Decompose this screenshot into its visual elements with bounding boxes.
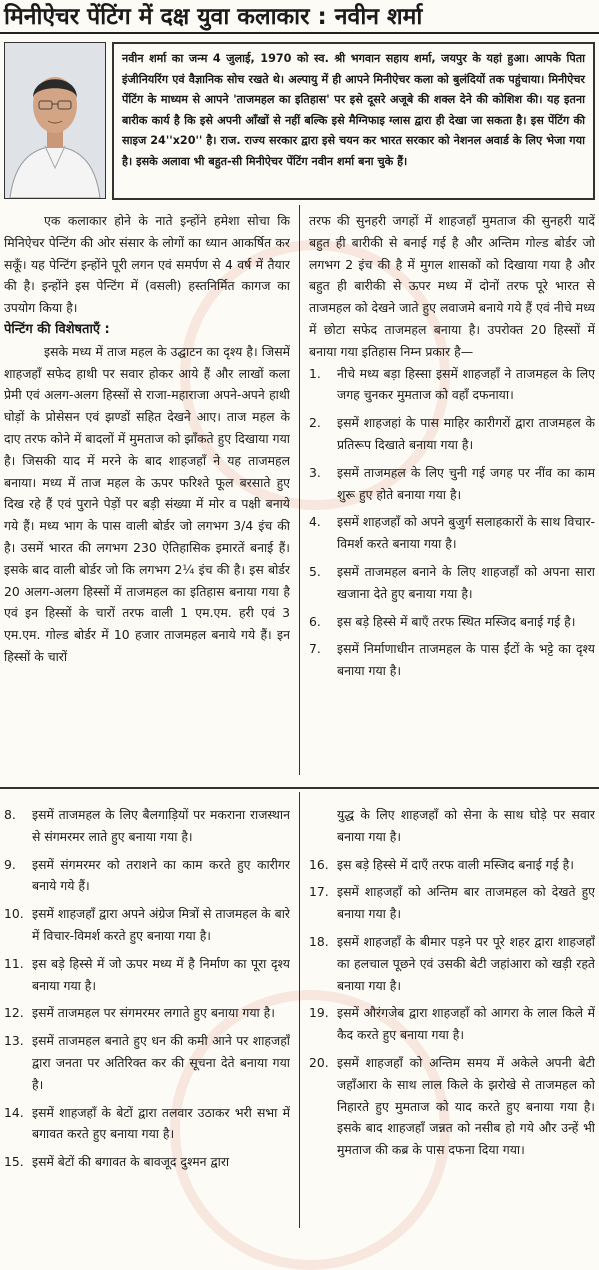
list-item-text: इसमें ताजमहल पर संगमरमर लगाते हुए बनाया गया है। (32, 1005, 275, 1021)
list-item-continued (309, 804, 595, 848)
list-item-text: इसमें शाहजहाँ द्वारा अपने अंग्रेज मित्रों से ताजमहल के बारे में विचार-विमर्श करते हुए बनाया गया है। (32, 906, 290, 943)
list-item (309, 611, 595, 633)
history-list-3 (309, 854, 595, 1161)
bio-text: नवीन शर्मा का जन्म 4 जुलाई, 1970 को स्व. श्री भगवान सहाय शर्मा, जयपुर के यहां हुआ। आपके पिता इंजीनियरिंग एवं वैज्ञानिक सोच रखते थे। अल्पायु में ही आपने मिनीऐचर कला को बुलंदियों तक पहुंचाया। मिनीऐचर पेंटिंग के माध्यम से आपने 'ताजमहल का इतिहास' पर इसे दूसरे अजूबे की शक्ल देने की कोशिश की। यह इतना बारीक कार्य है कि इसे अपनी आँखों से नहीं बल्कि इसे मैग्निफाइ ग्लास द्वारा ही देखा जा सकता है। इस पेंटिंग की साइज 24''x20'' है। राज. राज्य सरकार द्वारा इसे चयन कर भारत सरकार को नेशनल अवार्ड के लिए भेजा गया है। इसके अलावा भी बहुत-सी मिनीऐचर पेंटिंग नवीन शर्मा बना चुके हैं। (122, 52, 585, 168)
history-intro: तरफ की सुनहरी जगहों में शाहजहाँ मुमताज की सुनहरी यादें बहुत ही बारीकी से बनाई गई है और अन्तिम गोल्ड बोर्डर जो लगभग 2 इंच की है में मुगल शासकों को दिखाया गया है और बहुत ही बारीकी से ऊपर मध्य में दोनों तरफ पूरे भारत से ताजमहल को देखने जाते हुए लवाजमे बनाये गये हैं एवं नीचे मध्य में छोटा सफेद ताजमहल बनाया है। उपरोक्त 20 हिस्सों में बनाया गया इतिहास निम्न प्रकार है— (309, 213, 595, 359)
list-item-text: इस बड़े हिस्से में दाएँ तरफ वाली मस्जिद बनाई गई है। (337, 856, 574, 872)
list-item (309, 881, 595, 925)
list-item-number: 1. (309, 365, 321, 381)
list-item-text: इस बड़े हिस्से में बाएँ तरफ स्थित मस्जिद बनाई गई है। (337, 613, 576, 629)
list-item-number: 11. (4, 955, 24, 971)
list-item-number: 3. (309, 464, 321, 480)
list-item-number: 17. (309, 884, 329, 900)
list-item-number: 6. (309, 613, 321, 629)
list-item-text: नीचे मध्य बड़ा हिस्सा इसमें शाहजहाँ ने ताजमहल के लिए जगह चुनकर मुमताज को वहाँ दफनाया। (337, 365, 595, 403)
list-item-number: 9. (4, 856, 16, 872)
list-item-number: 14. (4, 1104, 24, 1120)
list-item-text: इसमें ताजमहल बनाने के लिए शाहजहाँ को अपना सारा खजाना देते हुए बनाया गया है। (337, 563, 595, 601)
list-item-number: 19. (309, 1005, 329, 1021)
list-item (4, 854, 290, 898)
list-item (309, 561, 595, 605)
column-divider-top (299, 205, 300, 775)
list-item-text: इसमें संगमरमर को तराशने का काम करते हुए कारीगर बनाये गये हैं। (32, 856, 290, 894)
history-list-2 (4, 804, 290, 1173)
list-item (309, 1052, 595, 1161)
list-item-text: इसमें शाहजहाँ को अपने बुजुर्ग सलाहकारों के साथ विचार-विमर्श करते बनाया गया है। (337, 514, 595, 552)
list-item (309, 363, 595, 407)
list-item-text: इसमें शाहजहाँ के बेटों द्वारा तलवार उठाकर भरी सभा में बगावत करते हुए बनाया गया है। (32, 1104, 290, 1142)
list-item (309, 638, 595, 682)
bottom-left-column (4, 804, 290, 1228)
list-item-number: 2. (309, 415, 321, 431)
page-title: मिनीऐचर पेंटिंग में दक्ष युवा कलाकार : नवीन शर्मा (0, 0, 599, 34)
list-item-number: 20. (309, 1054, 329, 1070)
list-item-number: 10. (4, 906, 24, 922)
bio-box (112, 42, 595, 200)
list-item (309, 1002, 595, 1046)
list-item (4, 1102, 290, 1146)
list-item-text: इसमें ताजमहल बनाते हुए धन की कमी आने पर शाहजहाँ द्वारा जनता पर अतिरिक्त कर की सूचना देते बनाया गया है। (32, 1033, 290, 1092)
list-item-number: 12. (4, 1005, 24, 1021)
list-item (309, 412, 595, 456)
list-item (309, 462, 595, 506)
section-divider (0, 787, 599, 789)
list-item-text: इस बड़े हिस्से में जो ऊपर मध्य में है निर्माण का पूरा दृश्य बनाया गया है। (32, 955, 290, 993)
list-item-number: 5. (309, 563, 321, 579)
history-list-1 (309, 363, 595, 682)
list-item-text: इसमें निर्माणाधीन ताजमहल के पास ईंटों के भट्टे का दृश्य बनाया गया है। (337, 641, 595, 679)
list-item-text: इसमें ताजमहल के लिए बैलगाड़ियों पर मकराना राजस्थान से संगमरमर लाते हुए बनाया गया है। (32, 807, 290, 844)
features-paragraph: इसके मध्य में ताज महल के उद्घाटन का दृश्य है। जिसमें शाहजहाँ सफेद हाथी पर सवार होकर आये हैं और लाखों कला प्रेमी एवं अलग-अलग हिस्सों से राजा-महाराजा अपने-अपने हाथी घोड़ों के प्रोसेसन एवं झण्डों सहित देखने आए। ताज महल के दाए तरफ कोने में बादलों में मुमताज को झाँकते हुए दिखाया गया है। जिसकी याद में मरने के बाद शाहजहाँ ने यह ताजमहल बनाया। मध्य में ताज महल के ऊपर फरिश्ते फूल बरसाते हुए दिख रहे हैं एवं पुराने पेड़ों पर बड़ी संख्या में मोर व पक्षी बनाये गये हैं। मध्य भाग के पास वाली बोर्डर जो लगभग 3/4 इंच की है। उसमें भारत की लगभग 230 ऐतिहासिक इमारतें बनाई हैं। इसके बाद वाली बोर्डर जो कि लगभग 2¼ इंच की है। इस बोर्डर 20 अलग-अलग हिस्सों में ताजमहल का इतिहास बनाया गया है एवं इन हिस्सों के चारों तरफ वाली 1 एम.एम. हरी एवं 3 एम.एम. गोल्ड बोर्डर में 10 हजार ताजमहल बनाये गये हैं। इन हिस्सों के चारों (4, 343, 290, 664)
section-heading: पेन्टिंग की विशेषताएँ : (4, 321, 110, 337)
list-item-text: इसमें ताजमहल के लिए चुनी गई जगह पर नींव का काम शुरू हुए होते बनाया गया है। (337, 464, 595, 502)
list-item-text: इसमें शाहजहाँ के बीमार पड़ने पर पूरे शहर द्वारा शाहजहाँ का हलचाल पूछने एवं उसकी बेटी जहांआरा को खड़ी रहते बनाया गया है। (337, 933, 595, 993)
list-item-number: 7. (309, 641, 321, 657)
list-item-number: 13. (4, 1033, 24, 1049)
bottom-right-column (309, 804, 595, 1228)
left-column (4, 210, 290, 770)
list-item (4, 1030, 290, 1095)
list-item-number: 15. (4, 1154, 24, 1170)
list-item (4, 804, 290, 848)
list-item (4, 903, 290, 947)
list-item-text: इसमें शाहजहाँ को अन्तिम समय में अकेले अपनी बेटी जहाँआरा के साथ लाल किले के झरोखे से ताजमहल को निहारते हुए मुमताज को याद करते हुए बनाया गया है। इसके बाद शाहजहाँ जन्नत को नसीब हो गये और उन्हें भी मुमताज की कब्र के पास दफना दिया गया। (337, 1054, 595, 1158)
list-item-number: 4. (309, 514, 321, 530)
list-item (4, 1151, 290, 1173)
list-item (309, 854, 595, 876)
list-item-text: इसमें शाहजहां के पास माहिर कारीगरों द्वारा ताजमहल के प्रतिरूप दिखाते बनाया गया है। (337, 415, 595, 452)
portrait-image (5, 43, 105, 198)
list-item-number: 8. (4, 807, 16, 822)
list-item (309, 511, 595, 555)
list-item-text: युद्ध के लिए शाहजहाँ को सेना के साथ घोड़े पर सवार बनाया गया है। (337, 807, 595, 844)
list-item (4, 1002, 290, 1024)
list-item (309, 931, 595, 996)
intro-paragraph: एक कलाकार होने के नाते इन्होंने हमेशा सोचा कि मिनिऐचर पेन्टिंग की ओर संसार के लोगों का ध्यान आकर्षित कर सकूँ। यह पेन्टिंग इन्होंने पूरी लगन एवं समर्पण से 4 वर्ष में तैयार की है। इन्होंने इस पेन्टिंग में (वसली) हस्तनिर्मित कागज का उपयोग किया है। (4, 213, 290, 316)
right-column (309, 210, 595, 780)
list-item-number: 16. (309, 856, 329, 872)
list-item-text: इसमें औरंगजेब द्वारा शाहजहाँ को आगरा के लाल किले में कैद करते हुए बनाया गया है। (337, 1005, 595, 1043)
list-item-number: 18. (309, 933, 329, 949)
column-divider-bottom (299, 792, 300, 1228)
portrait-photo (4, 42, 106, 199)
list-item-text: इसमें बेटों की बगावत के बावजूद दुश्मन द्वारा (32, 1154, 230, 1170)
list-item-text: इसमें शाहजहाँ को अन्तिम बार ताजमहल को देखते हुए बनाया गया है। (337, 884, 595, 922)
list-item (4, 953, 290, 997)
